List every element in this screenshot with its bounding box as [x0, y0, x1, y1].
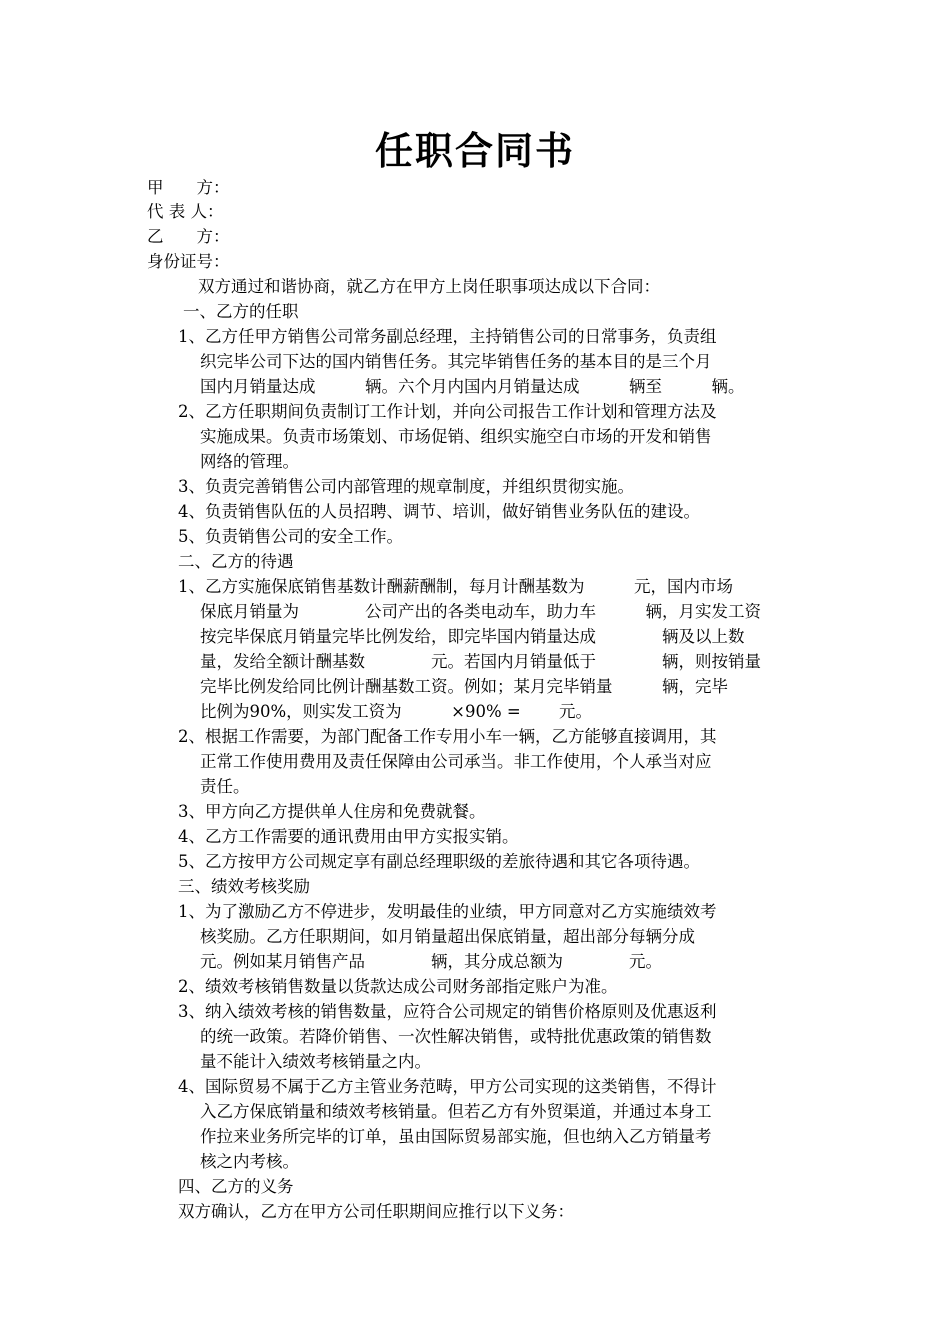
- clause-line: 国内月销量达成 辆。六个月内国内月销量达成 辆至 辆。: [200, 377, 745, 396]
- clause-line: 4、负责销售队伍的人员招聘、调节、培训，做好销售业务队伍的建设。: [178, 502, 700, 521]
- clause-line: 织完毕公司下达的国内销售任务。其完毕销售任务的基本目的是三个月: [200, 352, 712, 371]
- clause-line: 4、乙方工作需要的通讯费用由甲方实报实销。: [178, 827, 519, 846]
- clause-line: 4、国际贸易不属于乙方主管业务范畴，甲方公司实现的这类销售，不得计: [178, 1077, 717, 1096]
- party-a-label: 甲 方：: [147, 178, 230, 197]
- clause-line: 5、乙方按甲方公司规定享有副总经理职级的差旅待遇和其它各项待遇。: [178, 852, 700, 871]
- clause-line: 核奖励。乙方任职期间，如月销量超出保底销量，超出部分每辆分成: [200, 927, 695, 946]
- clause-line: 1、为了激励乙方不停进步，发明最佳的业绩，甲方同意对乙方实施绩效考: [178, 902, 717, 921]
- clause-line: 核之内考核。: [200, 1152, 299, 1171]
- section-heading: 二、乙方的待遇: [178, 552, 294, 571]
- clause-line: 2、绩效考核销售数量以货款达成公司财务部指定账户为准。: [178, 977, 618, 996]
- clause-line: 1、乙方实施保底销售基数计酬薪酬制，每月计酬基数为 元，国内市场: [178, 577, 733, 596]
- clause-line: 按完毕保底月销量完毕比例发给，即完毕国内销量达成 辆及以上数: [200, 627, 745, 646]
- clause-line: 实施成果。负责市场策划、市场促销、组织实施空白市场的开发和销售: [200, 427, 712, 446]
- section-heading: 四、乙方的义务: [178, 1177, 294, 1196]
- clause-line: 5、负责销售公司的安全工作。: [178, 527, 403, 546]
- clause-line: 量不能计入绩效考核销量之内。: [200, 1052, 431, 1071]
- intro-paragraph: 双方通过和谐协商，就乙方在甲方上岗任职事项达成以下合同：: [198, 277, 660, 296]
- clause-line: 2、根据工作需要，为部门配备工作专用小车一辆，乙方能够直接调用，其: [178, 727, 717, 746]
- clause-line: 元。例如某月销售产品 辆，其分成总额为 元。: [200, 952, 662, 971]
- clause-line: 3、负责完善销售公司内部管理的规章制度，并组织贯彻实施。: [178, 477, 634, 496]
- representative-label: 代 表 人：: [147, 202, 224, 221]
- clause-line: 入乙方保底销量和绩效考核销量。但若乙方有外贸渠道，并通过本身工: [200, 1102, 712, 1121]
- clause-line: 双方确认，乙方在甲方公司任职期间应推行以下义务：: [178, 1202, 574, 1221]
- clause-line: 3、纳入绩效考核的销售数量，应符合公司规定的销售价格原则及优惠返利: [178, 1002, 717, 1021]
- clause-line: 比例为90%，则实发工资为 ×90% = 元。: [200, 702, 592, 721]
- party-b-label: 乙 方：: [147, 227, 230, 246]
- clause-line: 量，发给全额计酬基数 元。若国内月销量低于 辆，则按销量: [200, 652, 761, 671]
- section-heading: 三、绩效考核奖励: [178, 877, 310, 896]
- clause-line: 责任。: [200, 777, 250, 796]
- document-title: 任职合同书: [374, 129, 575, 173]
- clause-line: 保底月销量为 公司产出的各类电动车，助力车 辆，月实发工资: [200, 602, 761, 621]
- clause-line: 网络的管理。: [200, 452, 299, 471]
- clause-line: 2、乙方任职期间负责制订工作计划，并向公司报告工作计划和管理方法及: [178, 402, 717, 421]
- clause-line: 1、乙方任甲方销售公司常务副总经理，主持销售公司的日常事务，负责组: [178, 327, 717, 346]
- clause-line: 的统一政策。若降价销售、一次性解决销售，或特批优惠政策的销售数: [200, 1027, 712, 1046]
- clause-line: 完毕比例发给同比例计酬基数工资。例如；某月完毕销量 辆，完毕: [200, 677, 728, 696]
- section-heading: 一、乙方的任职: [183, 302, 299, 321]
- id-number-label: 身份证号：: [147, 252, 230, 271]
- clause-line: 正常工作使用费用及责任保障由公司承当。非工作使用，个人承当对应: [200, 752, 712, 771]
- clause-line: 作拉来业务所完毕的订单，虽由国际贸易部实施，但也纳入乙方销量考: [200, 1127, 712, 1146]
- clause-line: 3、甲方向乙方提供单人住房和免费就餐。: [178, 802, 486, 821]
